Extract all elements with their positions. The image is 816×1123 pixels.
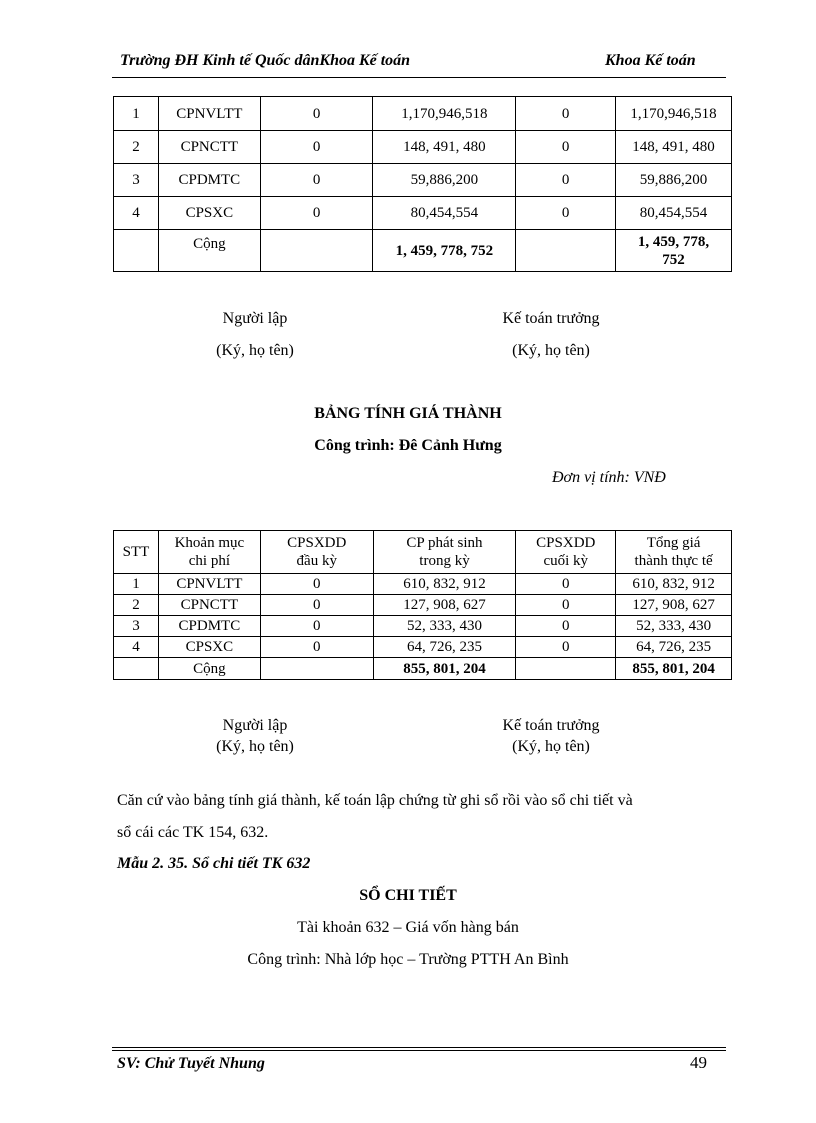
costing-table bbox=[113, 530, 732, 680]
cell-total: 127, 908, 627 bbox=[616, 595, 732, 616]
cell-closing: 0 bbox=[516, 197, 616, 230]
cell-stt: 2 bbox=[114, 595, 159, 616]
header-opening: CPSXDD đầu kỳ bbox=[260, 531, 373, 574]
cell-incurred: 59,886,200 bbox=[373, 164, 516, 197]
project-subtitle: Công trình: Đê Cảnh Hưng bbox=[314, 437, 502, 454]
cell-closing: 0 bbox=[516, 131, 616, 164]
table-row bbox=[114, 637, 732, 658]
header-left-title: Trường ĐH Kinh tế Quốc dânKhoa Kế toán bbox=[120, 52, 411, 69]
paragraph-line-1: Căn cứ vào bảng tính giá thành, kế toán lập chứng từ ghi sổ rồi vào sổ chi tiết và bbox=[117, 792, 633, 809]
footer-student-name: SV: Chử Tuyết Nhung bbox=[117, 1055, 265, 1072]
header-stt: STT bbox=[114, 531, 159, 574]
cell-total: 52, 333, 430 bbox=[616, 616, 732, 637]
cell-total: 80,454,554 bbox=[616, 197, 732, 230]
cell-stt: 2 bbox=[114, 131, 159, 164]
cell-incurred: 64, 726, 235 bbox=[373, 637, 516, 658]
unit-label: Đơn vị tính: VNĐ bbox=[552, 469, 666, 486]
cell-item: CPNVLTT bbox=[158, 574, 260, 595]
header-right-title: Khoa Kế toán bbox=[605, 52, 696, 69]
table-row bbox=[114, 595, 732, 616]
table-row bbox=[114, 164, 732, 197]
cell-incurred: 52, 333, 430 bbox=[373, 616, 516, 637]
chief-accountant-note: (Ký, họ tên) bbox=[512, 342, 590, 359]
cell-closing: 0 bbox=[516, 97, 616, 131]
cell-opening: 0 bbox=[260, 164, 373, 197]
cell-opening: 0 bbox=[260, 197, 373, 230]
header-rule bbox=[112, 77, 726, 78]
cell-closing: 0 bbox=[516, 164, 616, 197]
cell-incurred: 127, 908, 627 bbox=[373, 595, 516, 616]
cell-item: CPDMTC bbox=[158, 164, 260, 197]
chief-accountant-label: Kế toán trưởng bbox=[502, 310, 600, 327]
cell-total-incurred: 1, 459, 778, 752 bbox=[373, 230, 516, 272]
chief-accountant-label: Kế toán trưởng bbox=[502, 717, 600, 734]
cell-item: CPNCTT bbox=[158, 131, 260, 164]
cell-opening: 0 bbox=[260, 616, 373, 637]
cell-closing: 0 bbox=[516, 637, 616, 658]
cell-item: CPNVLTT bbox=[158, 97, 260, 131]
cell-stt: 1 bbox=[114, 574, 159, 595]
cell-opening: 0 bbox=[260, 595, 373, 616]
cell-item: CPDMTC bbox=[158, 616, 260, 637]
cell-incurred: 80,454,554 bbox=[373, 197, 516, 230]
cell-total: 64, 726, 235 bbox=[616, 637, 732, 658]
cell-total-label: Cộng bbox=[158, 230, 260, 272]
header-item: Khoản mục chi phí bbox=[158, 531, 260, 574]
cell-item: CPSXC bbox=[158, 197, 260, 230]
footer-rule-top bbox=[112, 1047, 726, 1048]
table-row bbox=[114, 131, 732, 164]
cell-stt: 3 bbox=[114, 616, 159, 637]
table-row bbox=[114, 574, 732, 595]
account-line: Tài khoản 632 – Giá vốn hàng bán bbox=[297, 919, 519, 936]
cell-stt: 4 bbox=[114, 637, 159, 658]
table-header-row bbox=[114, 531, 732, 574]
cell-item: CPSXC bbox=[158, 637, 260, 658]
cell-opening: 0 bbox=[260, 637, 373, 658]
footer-rule-bottom bbox=[112, 1050, 726, 1051]
cell-closing: 0 bbox=[516, 574, 616, 595]
header-total: Tổng giá thành thực tế bbox=[616, 531, 732, 574]
table-row bbox=[114, 616, 732, 637]
preparer-label: Người lập bbox=[222, 717, 288, 734]
cell-stt: 1 bbox=[114, 97, 159, 131]
cell-closing: 0 bbox=[516, 616, 616, 637]
cell-total: 1,170,946,518 bbox=[616, 97, 732, 131]
header-closing: CPSXDD cuối kỳ bbox=[516, 531, 616, 574]
ledger-title: SỔ CHI TIẾT bbox=[359, 887, 457, 904]
paragraph-line-2: sổ cái các TK 154, 632. bbox=[117, 824, 269, 841]
cell-closing: 0 bbox=[516, 595, 616, 616]
table-total-row bbox=[114, 230, 732, 272]
cell-total: 610, 832, 912 bbox=[616, 574, 732, 595]
page-number: 49 bbox=[690, 1053, 707, 1072]
table-row bbox=[114, 97, 732, 131]
cell-total-label: Cộng bbox=[158, 658, 260, 680]
chief-accountant-note: (Ký, họ tên) bbox=[512, 738, 590, 755]
cell-total-cost: 1, 459, 778, 752 bbox=[616, 230, 732, 272]
cost-table-continued bbox=[113, 96, 732, 272]
preparer-note: (Ký, họ tên) bbox=[216, 738, 294, 755]
cell-opening: 0 bbox=[260, 97, 373, 131]
cell-total: 59,886,200 bbox=[616, 164, 732, 197]
cell-opening: 0 bbox=[260, 574, 373, 595]
header-incurred: CP phát sinh trong kỳ bbox=[373, 531, 516, 574]
cell-incurred: 148, 491, 480 bbox=[373, 131, 516, 164]
cell-opening: 0 bbox=[260, 131, 373, 164]
cell-incurred: 610, 832, 912 bbox=[373, 574, 516, 595]
form-label: Mẫu 2. 35. Sổ chi tiết TK 632 bbox=[117, 855, 311, 872]
cell-total-incurred: 855, 801, 204 bbox=[373, 658, 516, 680]
cell-item: CPNCTT bbox=[158, 595, 260, 616]
cell-total-cost: 855, 801, 204 bbox=[616, 658, 732, 680]
table-total-row bbox=[114, 658, 732, 680]
project-line: Công trình: Nhà lớp học – Trường PTTH An Bình bbox=[247, 951, 569, 968]
preparer-label: Người lập bbox=[222, 310, 288, 327]
preparer-note: (Ký, họ tên) bbox=[216, 342, 294, 359]
cell-total: 148, 491, 480 bbox=[616, 131, 732, 164]
cell-stt: 3 bbox=[114, 164, 159, 197]
cell-stt: 4 bbox=[114, 197, 159, 230]
table-row bbox=[114, 197, 732, 230]
cell-incurred: 1,170,946,518 bbox=[373, 97, 516, 131]
costing-table-title: BẢNG TÍNH GIÁ THÀNH bbox=[314, 405, 502, 422]
